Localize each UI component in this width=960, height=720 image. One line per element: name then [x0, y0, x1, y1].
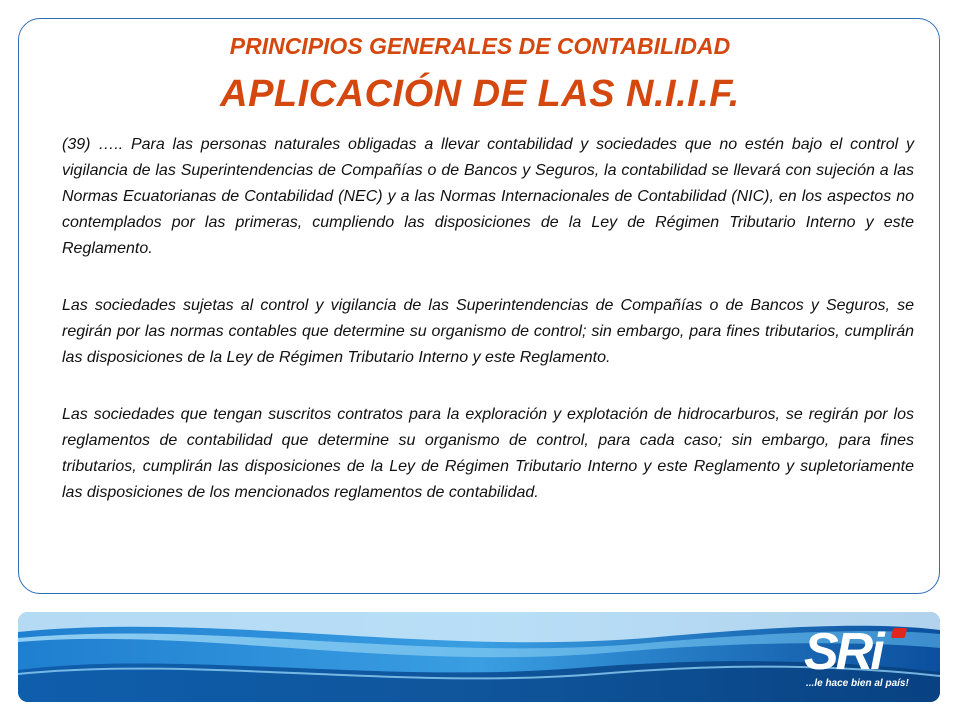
- logo-tagline: ...le hace bien al país!: [806, 678, 909, 689]
- logo-accent-icon: [891, 628, 908, 638]
- footer-wave-graphic: [18, 612, 940, 702]
- paragraph-3: Las sociedades que tengan suscritos contratos para la exploración y explotación de hidrocarburos, se regirán por los reglamentos de contabilidad que determine su organismo de control, para cada caso; sin embargo, para fines tributarios, cumplirán las disposiciones de la Ley de Régimen Tributario Interno y este Reglamento y supletoriamente las disposiciones de los mencionados reglamentos de contabilidad.: [62, 406, 914, 501]
- paragraph-1: (39) ….. Para las personas naturales obligadas a llevar contabilidad y sociedades que no estén bajo el control y vigilancia de las Superintendencias de Compañías o de Bancos y Seguros, la contabilidad se llevará con sujeción a las Normas Ecuatorianas de Contabilidad (NEC) y a las Normas Internacionales de Contabilidad (NIC), en los aspectos no contemplados por las primeras, cumpliendo las disposiciones de la Ley de Régimen Tributario Interno y este Reglamento.: [62, 136, 914, 257]
- sri-logo-wordmark: SRi: [804, 623, 882, 681]
- slide-title: APLICACIÓN DE LAS N.I.I.F.: [220, 73, 740, 115]
- footer-band: [18, 612, 940, 702]
- slide-subtitle: PRINCIPIOS GENERALES DE CONTABILIDAD: [229, 33, 731, 59]
- sri-logo: [804, 620, 924, 695]
- body-text: [62, 132, 914, 537]
- paragraph-2: Las sociedades sujetas al control y vigilancia de las Superintendencias de Compañías o de Bancos y Seguros, se regirán por las normas contables que determine su organismo de control; sin embargo, para fines tributarios, cumplirán las disposiciones de la Ley de Régimen Tributario Interno y este Reglamento.: [62, 297, 914, 366]
